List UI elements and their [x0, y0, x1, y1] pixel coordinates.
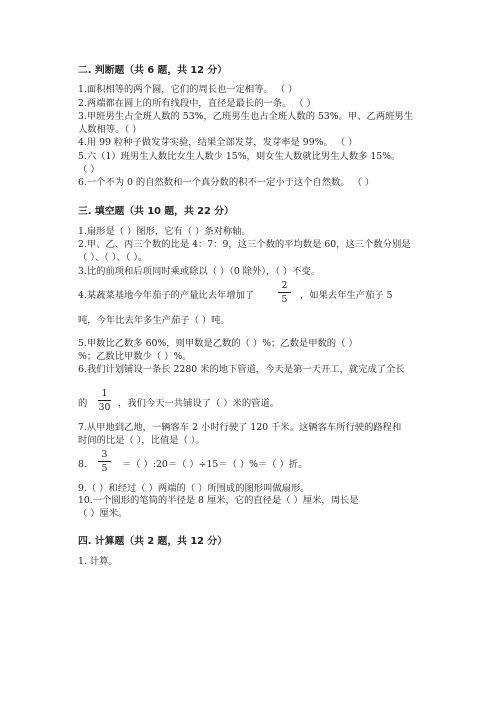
fraction-bar: [98, 400, 111, 401]
fill-question-1: 1.扇形是（ ）图形，它有（ ）条对称轴。: [78, 226, 251, 237]
judge-question-3: 3.甲班男生占全班人数的 53%，乙班男生也占全班人数的 53%。甲、乙两班男生: [78, 111, 414, 122]
fraction-bar: [98, 461, 111, 462]
fraction-denominator: 5: [101, 463, 108, 474]
fill-question-6-lead: 的: [78, 398, 88, 409]
fill-question-4: 4.某蔬菜基地今年茄子的产量比去年增加了: [78, 290, 255, 301]
judge-section-heading: 二. 判断题（共 6 题，共 12 分）: [78, 65, 227, 76]
judge-question-2: 2.两端都在圆上的所有线段中，直径是最长的一条。 （ ）: [78, 98, 316, 109]
fraction-numerator: 2: [281, 280, 288, 291]
fill-question-8-cont: ＝（ ）:20＝（ ）÷15＝（ ）%＝（ ）折。: [122, 459, 308, 470]
judge-question-4: 4.用 99 粒种子做发芽实验，结果全部发芽，发芽率是 99%。 （ ）: [78, 137, 358, 148]
fill-question-9: 9.（ ）和经过（ ）两端的（ ）所围成的图形叫做扇形。: [78, 483, 310, 494]
fill-question-5: 5.甲数比乙数多 60%，则甲数是乙数的（ ）%；乙数是甲数的（ ）: [78, 338, 358, 349]
fraction-one-thirtieth: [98, 388, 111, 413]
fraction-two-fifths: [278, 280, 291, 305]
fill-question-2-cont: （ ）、（ ）、（ ）。: [78, 252, 148, 263]
fraction-numerator: 3: [101, 449, 108, 460]
fraction-denominator: 30: [98, 402, 111, 413]
fill-question-7: 7.从甲地到乙地，一辆客车 2 小时行驶了 120 千米。这辆客车所行驶的路程和: [78, 422, 402, 433]
fill-question-4-tail: ，如果去年生产茄子 5: [300, 290, 393, 301]
fill-question-6-cont: ，我们今天一共铺设了（ ）米的管道。: [118, 398, 280, 409]
fraction-three-fifths: [98, 449, 111, 474]
fill-question-6: 6.我们计划铺设一条长 2280 米的地下管道，今天是第一天开工，就完成了全长: [78, 364, 405, 375]
fill-question-7-cont: 时间的比是（ ），比值是（ ）。: [78, 435, 205, 446]
fraction-numerator: 1: [101, 388, 108, 399]
judge-question-6: 6.一个不为 0 的自然数和一个真分数的积不一定小于这个自然数。 （ ）: [78, 177, 375, 188]
fill-question-5-cont: %；乙数比甲数少（ ）%。: [78, 351, 192, 362]
judge-question-1: 1.面积相等的两个圆，它们的周长也一定相等。 （ ）: [78, 84, 298, 95]
judge-question-5-cont: （ ）: [78, 164, 100, 175]
fill-question-10: 10.一个圆形的笔筒的半径是 8 厘米，它的直径是（ ）厘米，周长是: [78, 495, 359, 506]
calc-section-heading: 四. 计算题（共 2 题，共 12 分）: [78, 536, 227, 547]
fraction-bar: [278, 292, 291, 293]
fill-question-3: 3.比的前项和后项同时乘或除以（ ）（0 除外），（ ）不变。: [78, 266, 321, 277]
fill-question-4-cont: 吨，今年比去年多生产茄子（ ）吨。: [78, 315, 230, 326]
fill-question-10-cont: （ ）厘米。: [78, 508, 128, 519]
fill-section-heading: 三. 填空题（共 10 题，共 22 分）: [78, 206, 234, 217]
judge-question-3-cont: 人数相等。（ ）: [78, 124, 142, 135]
fraction-denominator: 5: [281, 294, 288, 305]
judge-question-5: 5.六（1）班男生人数比女生人数少 15%，则女生人数就比男生人数多 15%。: [78, 151, 401, 162]
fill-question-2: 2.甲、乙、丙三个数的比是 4：7：9，这三个数的平均数是 60，这三个数分别是: [78, 239, 411, 250]
fill-question-8: 8.: [78, 459, 87, 470]
calc-question-1: 1. 计算。: [78, 556, 118, 567]
